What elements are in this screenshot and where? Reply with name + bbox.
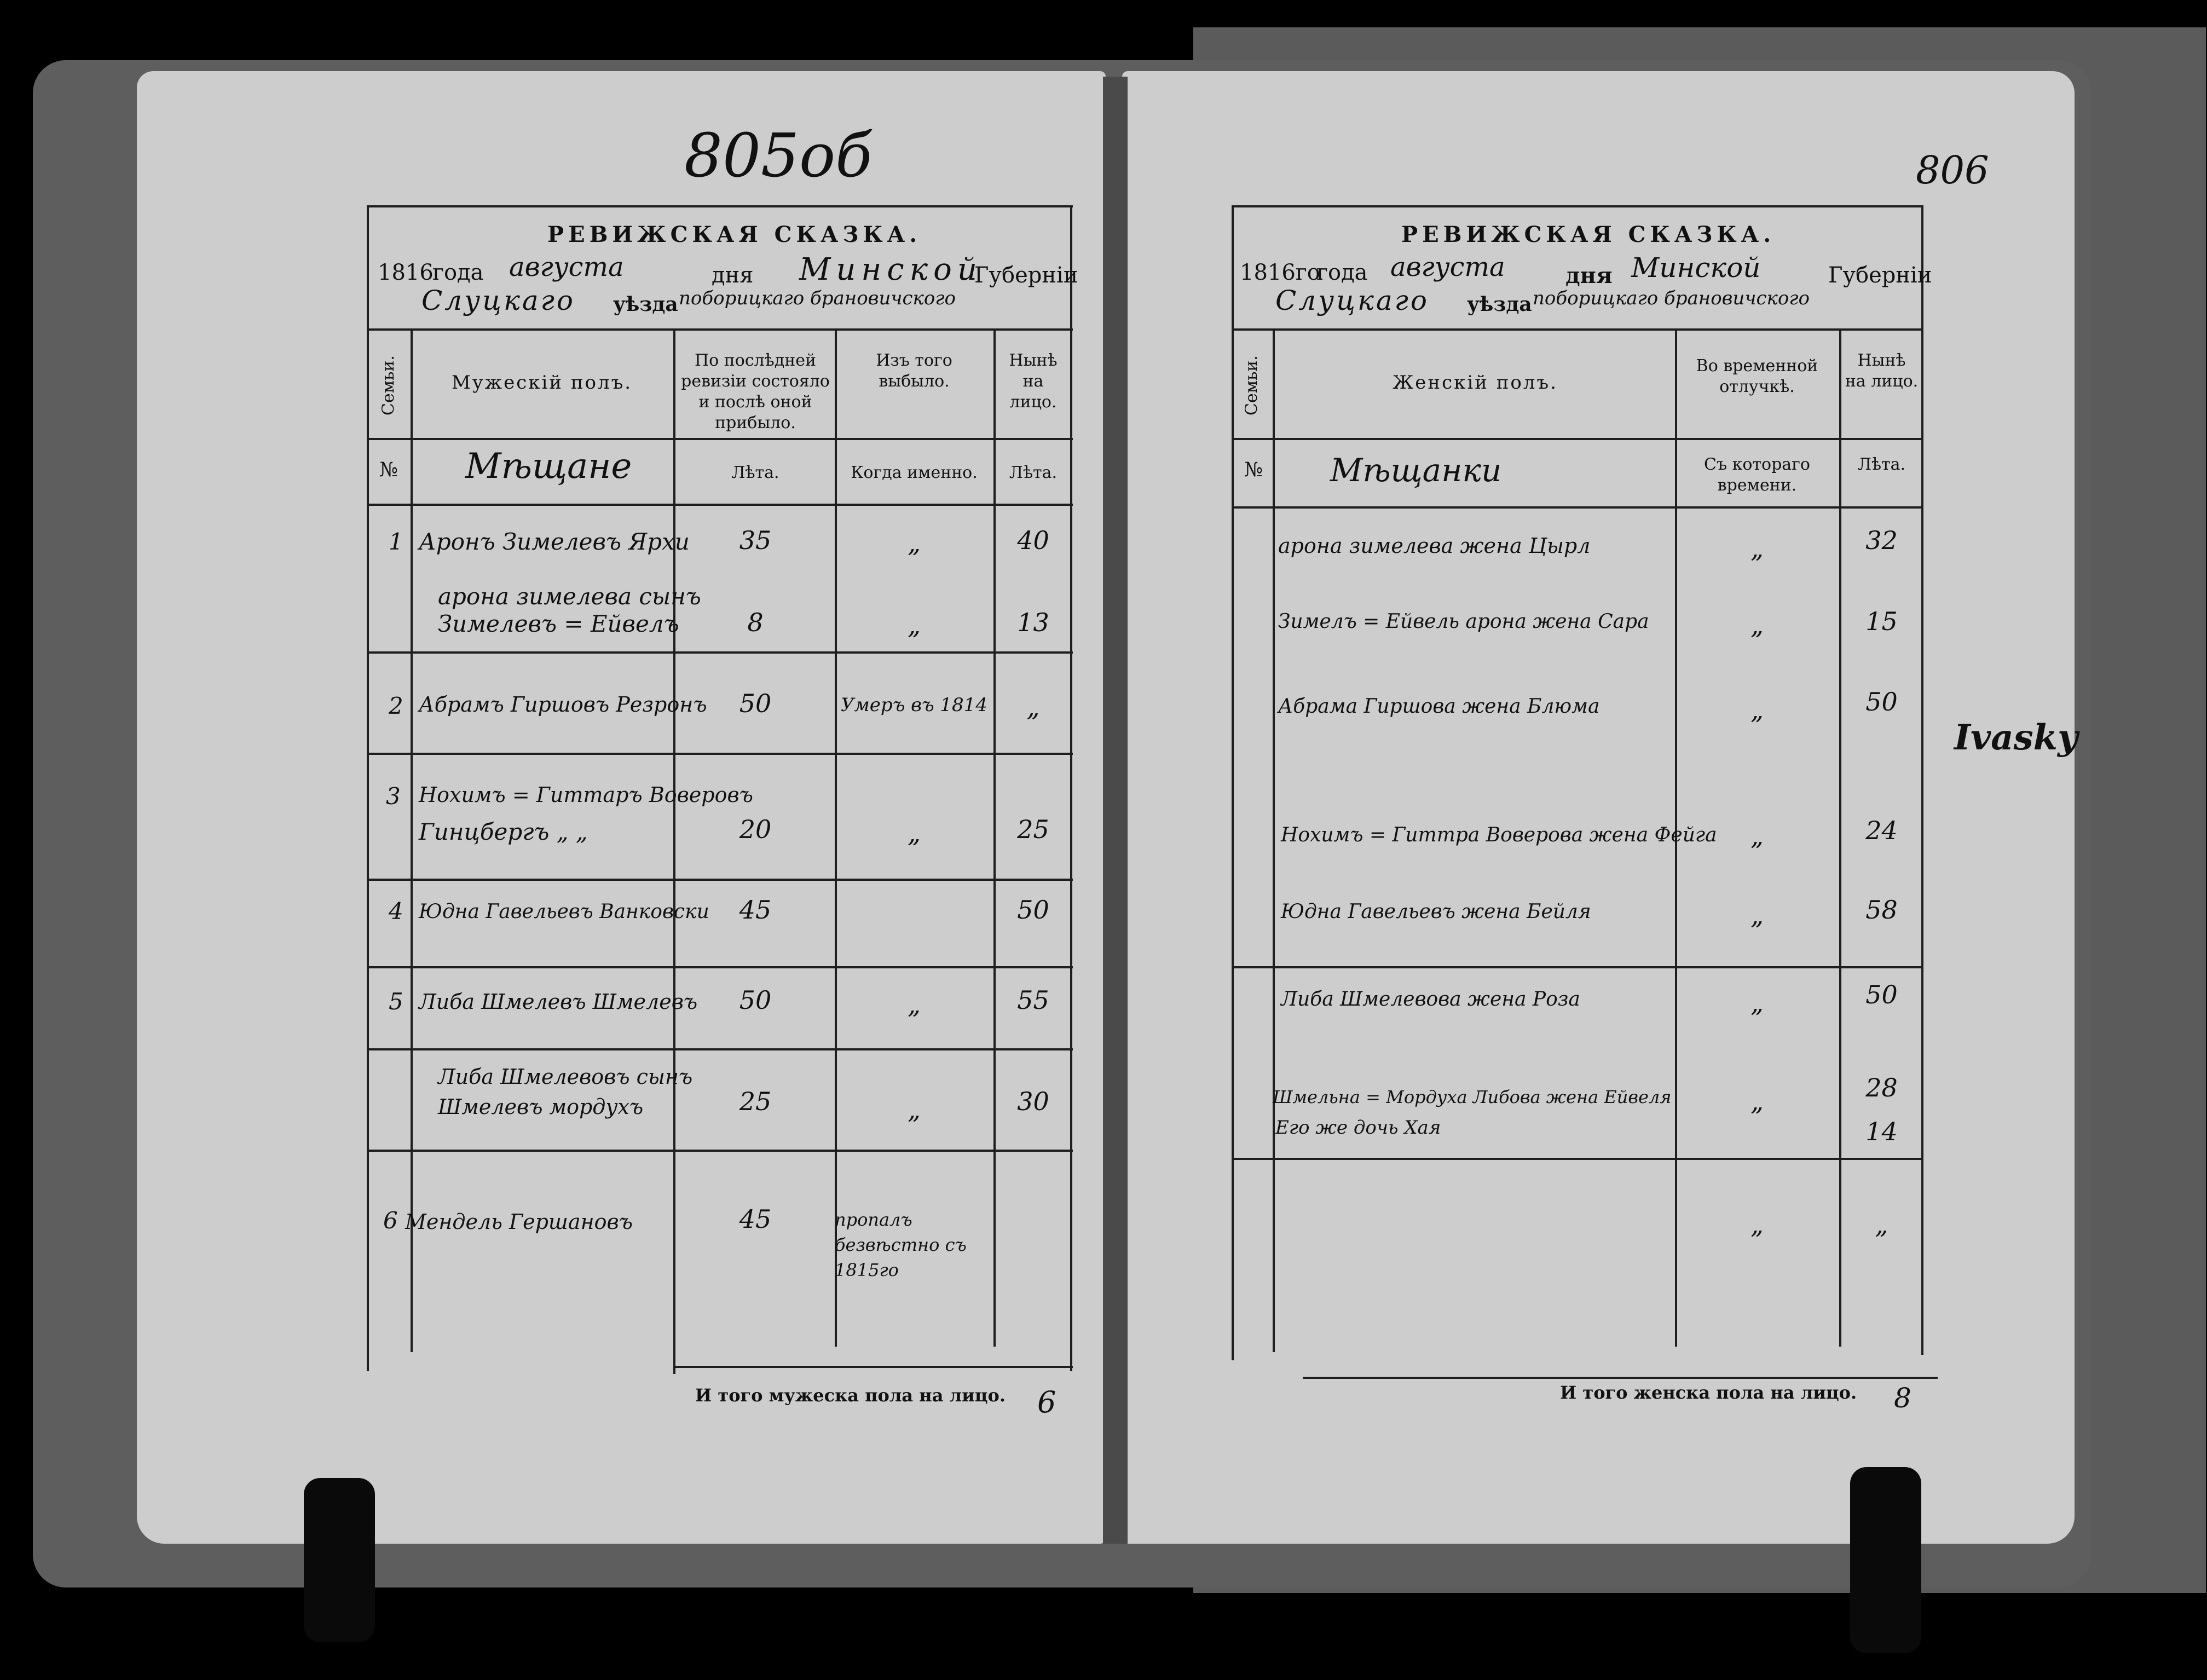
present-years: 24 — [1865, 816, 1898, 845]
last-revision-years: 35 — [739, 526, 772, 555]
right-year-word: года — [1316, 260, 1368, 285]
left-year: 1816 — [378, 260, 434, 285]
left-body-rule — [367, 504, 1073, 506]
right-col-present: Нынѣ на лицо. — [1845, 351, 1919, 391]
left-when: „ — [908, 990, 921, 1019]
left-col-family: Семьи. — [379, 355, 398, 415]
left-total-value: 6 — [1037, 1385, 1056, 1419]
family-number: 3 — [386, 783, 401, 810]
last-revision-years: 50 — [739, 985, 772, 1015]
right-title: РЕВИЖСКАЯ СКАЗКА. — [1401, 222, 1776, 247]
female-name: Юдна Гавельевъ жена Бейля — [1281, 900, 1591, 923]
present-years: 28 — [1865, 1073, 1898, 1102]
right-col-years: Лѣта. — [1857, 455, 1906, 474]
male-name: Либа Шмелевовъ сынъ — [438, 1065, 693, 1089]
left-col-rule-4 — [993, 328, 996, 1347]
right-total-rule — [1303, 1377, 1938, 1379]
male-name: Зимелевъ = Ейвелъ — [438, 610, 679, 637]
right-header-rule — [1232, 328, 1921, 331]
left-when: „ — [908, 610, 921, 640]
right-body-rule — [1232, 506, 1921, 509]
left-top-rule — [367, 205, 1073, 207]
male-name: арона зимелева сынъ — [438, 583, 701, 610]
left-row-rule — [367, 1048, 1073, 1050]
right-subheader-rule — [1232, 438, 1921, 440]
right-col-rule-1 — [1273, 328, 1275, 1352]
female-name: Абрама Гиршова жена Блюма — [1278, 695, 1600, 718]
present-years: 25 — [1017, 815, 1049, 844]
right-province: Минской — [1631, 252, 1761, 284]
left-col-years1: Лѣта. — [731, 463, 779, 482]
right-total-label: И того женска пола на лицо. — [1560, 1382, 1857, 1403]
right-day-label: дня — [1565, 263, 1613, 288]
right-district: Слуцкаго — [1275, 285, 1430, 316]
right-province-label: Губерніи — [1828, 263, 1932, 288]
left-province-label: Губерніи — [974, 263, 1078, 288]
right-page-number: 806 — [1916, 148, 1989, 193]
present-years: 55 — [1017, 985, 1049, 1015]
left-col-rule-1 — [411, 328, 413, 1352]
left-col-left-since: Изъ того выбыло. — [876, 351, 952, 391]
last-revision-years: 25 — [739, 1087, 772, 1116]
left-month: августа — [509, 252, 624, 282]
present-years: 40 — [1017, 526, 1049, 555]
left-when: „ — [908, 528, 921, 558]
absent-since: „ — [1750, 988, 1764, 1018]
female-name: Его же дочь Хая — [1275, 1117, 1441, 1139]
male-name: Шмелевъ мордухъ — [438, 1095, 644, 1119]
left-page — [137, 71, 1106, 1544]
present-years: 50 — [1017, 895, 1049, 925]
left-col-rule-3 — [835, 328, 837, 1347]
right-col-family: Семьи. — [1242, 355, 1261, 415]
family-number: 2 — [389, 692, 403, 719]
absent-since: „ — [1750, 1087, 1764, 1116]
left-col-no: № — [379, 459, 398, 481]
right-right-rule — [1921, 205, 1923, 1355]
left-when: „ — [908, 818, 921, 848]
male-name: Мендель Гершановъ — [405, 1210, 633, 1234]
present-years: „ — [1875, 1210, 1888, 1239]
left-title: РЕВИЖСКАЯ СКАЗКА. — [547, 222, 922, 247]
right-col-absent: Во временной отлучкѣ. — [1696, 356, 1818, 396]
present-years: „ — [1026, 692, 1040, 722]
right-row-rule — [1232, 966, 1921, 968]
last-revision-years: 20 — [739, 815, 772, 844]
family-number: 5 — [389, 988, 403, 1015]
left-district-label: уѣзда — [613, 293, 678, 316]
left-province: Минской — [799, 252, 983, 287]
margin-note: Ivasky — [1954, 717, 2078, 758]
right-outer-rule — [1232, 205, 1234, 1360]
last-revision-years: 8 — [747, 608, 764, 637]
male-name: Гинцбергъ „ „ — [419, 818, 588, 845]
female-name: Нохимъ = Гиттра Воверова жена Фейга — [1281, 824, 1717, 846]
female-name: арона зимелева жена Цырл — [1278, 534, 1591, 558]
left-outer-rule — [367, 205, 369, 1371]
female-name: Шмельна = Мордуха Либова жена Ейвеля — [1273, 1087, 1672, 1107]
right-total-value: 8 — [1894, 1382, 1911, 1414]
left-row-rule — [367, 966, 1073, 968]
last-revision-years: 45 — [739, 1204, 772, 1234]
left-total-label: И того мужеска пола на лицо. — [695, 1385, 1006, 1406]
family-number: 6 — [383, 1207, 398, 1234]
male-name: Абрамъ Гиршовъ Резронъ — [419, 692, 707, 717]
left-col-when: Когда именно. — [851, 463, 978, 482]
right-clip — [1850, 1467, 1921, 1653]
female-name: Зимелъ = Ейвель арона жена Сара — [1278, 610, 1649, 633]
family-number: 4 — [389, 898, 403, 925]
last-revision-years: 45 — [739, 895, 772, 925]
male-name: Либа Шмелевъ Шмелевъ — [419, 990, 698, 1014]
left-row-rule — [367, 753, 1073, 755]
left-total-rule — [673, 1366, 1073, 1368]
absent-since: „ — [1750, 1210, 1764, 1239]
right-col-sex: Женскій полъ. — [1393, 372, 1558, 394]
left-col-present: Нынѣ на лицо. — [1009, 351, 1058, 412]
present-years: 50 — [1865, 980, 1898, 1009]
left-when: пропалъ безвѣстно съ 1815го — [835, 1209, 967, 1280]
right-month: августа — [1390, 252, 1505, 282]
absent-since: „ — [1750, 821, 1764, 851]
left-right-rule — [1070, 205, 1072, 1371]
present-years: 50 — [1865, 687, 1898, 717]
right-top-rule — [1232, 205, 1921, 207]
left-district-rest: поборицкаго брановичского — [679, 287, 956, 309]
left-row-rule — [367, 879, 1073, 881]
right-col-no: № — [1244, 459, 1263, 481]
left-row-rule — [367, 1150, 1073, 1152]
left-col-sex: Мужескій полъ. — [451, 372, 633, 394]
last-revision-years: 50 — [739, 689, 772, 718]
absent-since: „ — [1750, 534, 1764, 563]
present-years: 58 — [1865, 895, 1898, 925]
present-years: 13 — [1017, 608, 1049, 637]
right-district-rest: поборицкаго брановичского — [1533, 287, 1810, 309]
right-year: 1816го — [1240, 260, 1320, 285]
left-page-number: 805об — [684, 120, 873, 190]
right-col-since: Съ котораго времени. — [1704, 455, 1810, 495]
absent-since: „ — [1750, 695, 1764, 725]
left-col-years2: Лѣта. — [1009, 463, 1058, 482]
left-day-label: дня — [712, 263, 754, 288]
right-col-estate: Мѣщанки — [1330, 452, 1502, 489]
present-years: 14 — [1865, 1117, 1898, 1146]
left-district: Слуцкаго — [421, 285, 576, 316]
left-row-rule — [367, 651, 1073, 654]
left-col-rule-2 — [673, 328, 675, 1374]
left-col-estate: Мѣщане — [465, 446, 632, 487]
left-when: Умеръ въ 1814 — [841, 694, 987, 716]
left-col-last-revision: По послѣдней ревизіи состояло и послѣ оной прибыло. — [681, 351, 830, 432]
left-clip — [304, 1478, 375, 1642]
left-header-rule — [367, 328, 1073, 331]
family-number: 1 — [389, 528, 403, 555]
book-spine — [1103, 77, 1128, 1544]
male-name: Аронъ Зимелевъ Ярхи — [419, 528, 690, 555]
absent-since: „ — [1750, 900, 1764, 930]
female-name: Либа Шмелевова жена Роза — [1281, 988, 1580, 1011]
left-year-word: года — [432, 260, 484, 285]
left-subheader-rule — [367, 438, 1073, 440]
present-years: 32 — [1865, 526, 1898, 555]
male-name: Нохимъ = Гиттаръ Воверовъ — [419, 783, 753, 807]
left-when: „ — [908, 1095, 921, 1124]
right-row-rule — [1232, 1158, 1921, 1160]
present-years: 15 — [1865, 607, 1898, 636]
absent-since: „ — [1750, 610, 1764, 640]
right-col-rule-3 — [1839, 328, 1841, 1347]
present-years: 30 — [1017, 1087, 1049, 1116]
male-name: Юдна Гавельевъ Ванковски — [419, 900, 709, 923]
right-district-label: уѣзда — [1467, 293, 1532, 316]
